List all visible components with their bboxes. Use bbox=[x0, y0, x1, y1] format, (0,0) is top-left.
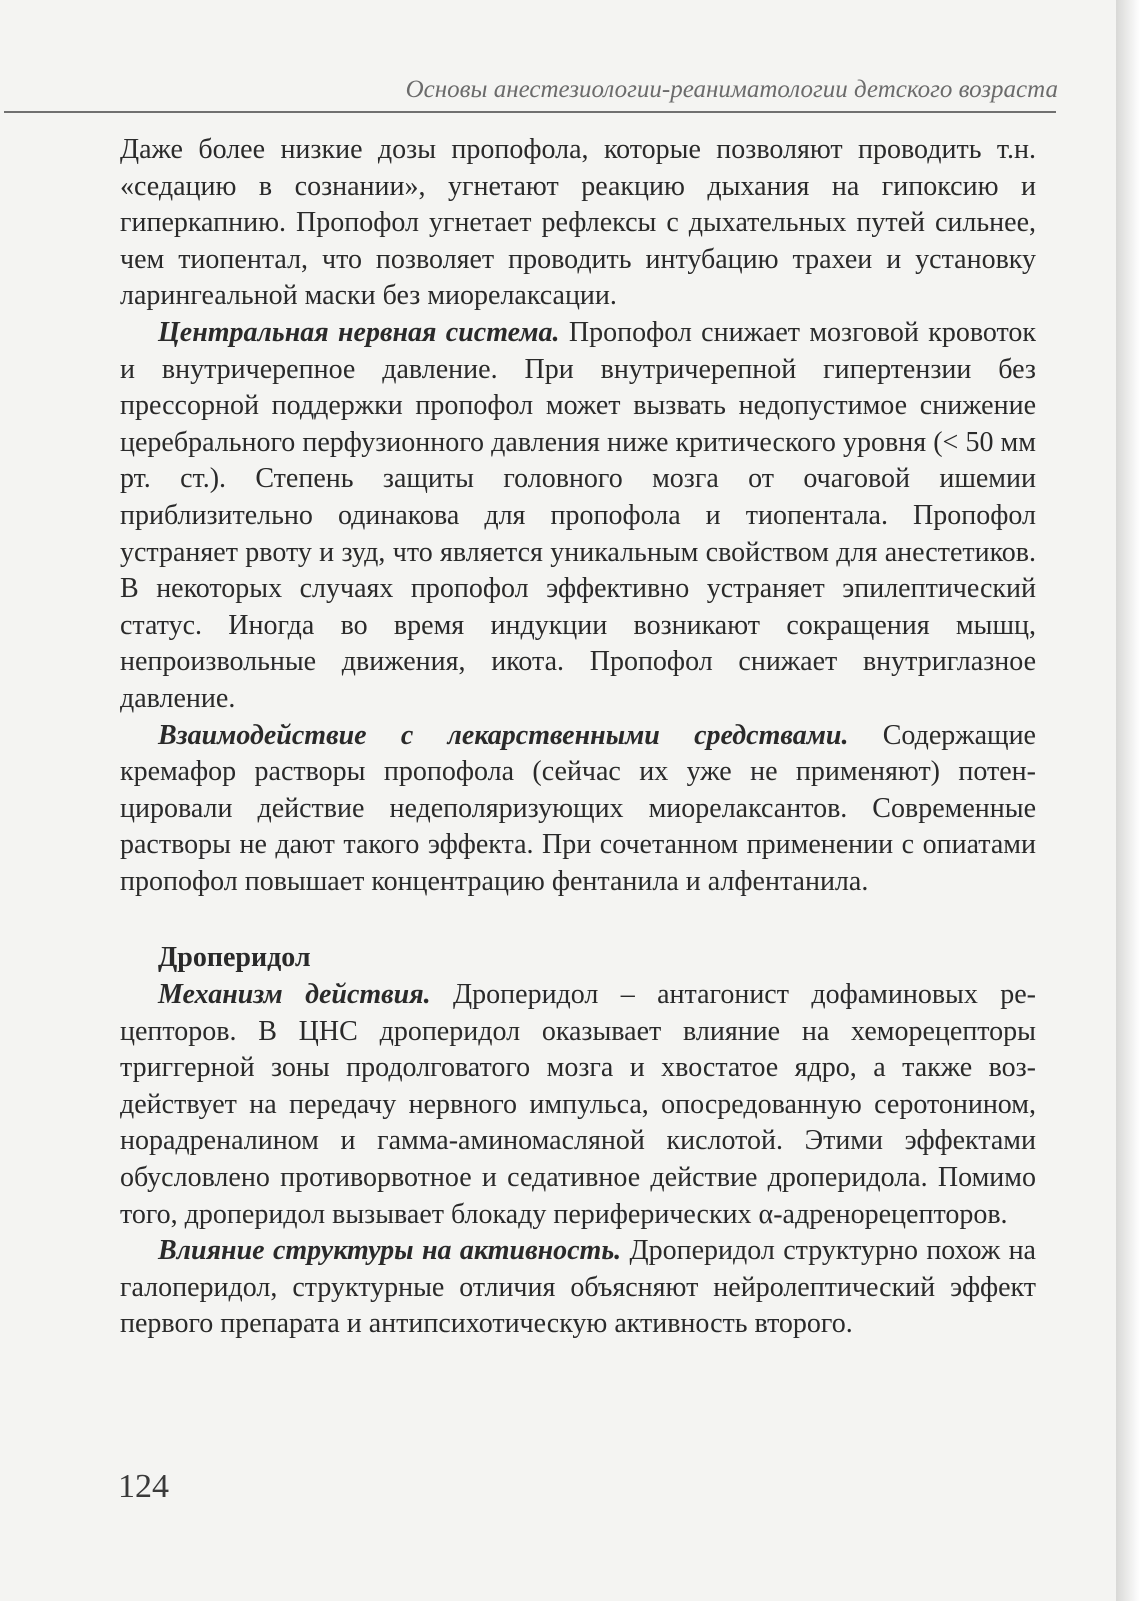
header-rule bbox=[4, 111, 1056, 113]
paragraph-text: Содержащие кремафор растворы пропофола (сейчас их уже не применяют) потенцировали действие недеполяризующих миорелаксантов. Современные растворы не дают такого эффекта. При сочетанном применении с опиатами пропофол повышает концентрацию фентанила и алфентанила. bbox=[120, 719, 1036, 897]
paragraph-text: Даже более низкие дозы пропофола, которые позволяют проводить т.н. «седацию в сознании», угнетают реакцию дыхания на гипоксию и гиперкапнию. Пропофол угнетает рефлексы с дыхательных путей сильнее, чем тиопентал, что позволяет проводить интубацию трахеи и установку ларингеальной маски без миорелаксации. bbox=[120, 134, 1036, 312]
page-number: 124 bbox=[118, 1468, 169, 1505]
subheading-cns: Центральная нервная система. bbox=[158, 316, 560, 348]
paragraph-drug-interactions bbox=[120, 718, 1036, 901]
section-title-droperidol: Дроперидол bbox=[158, 942, 311, 974]
paragraph-propofol-respiration bbox=[120, 132, 1036, 315]
page-edge-shadow bbox=[1116, 0, 1140, 1601]
paragraph-text: Пропофол снижает мозговой кровоток и внутричерепное давление. При внутричерепной гипертензии без прессорной поддержки пропофол может вызвать недопустимое снижение церебрального перфузионного давления ниже критического уровня (< 50 мм рт. ст.). Степень защиты головного мозга от очаговой ишемии приблизительно одинакова для пропофола и тиопентала. Пропофол устраняет рвоту и зуд, что является уникальным свойством для анестетиков. В некоторых случаях пропофол эффективно устраняет эпилептический статус. Иногда во время индукции возникают сокращения мышц, непроизвольные движения, икота. Пропофол снижает внутриглазное давление. bbox=[120, 316, 1036, 714]
paragraph-structure-activity bbox=[120, 1233, 1036, 1343]
section-gap bbox=[120, 900, 1036, 940]
paragraph-cns bbox=[120, 315, 1036, 718]
body-text bbox=[120, 132, 1036, 1343]
paragraph-text: Дроперидол структурно похож на галоперидол, структурные отличия объясняют нейролептический эффект первого препарата и антипсихотическую активность второго. bbox=[120, 1235, 1036, 1340]
subheading-structure-activity: Влияние структуры на активность. bbox=[158, 1235, 622, 1267]
running-header: Основы анестезиологии-реаниматологии детского возраста bbox=[405, 76, 1058, 103]
paragraph-mechanism bbox=[120, 977, 1036, 1233]
subheading-drug-interactions: Взаимодействие с лекарственными средствами. bbox=[158, 719, 849, 751]
paragraph-text: Дроперидол – антагонист дофаминовых рецепторов. В ЦНС дроперидол оказывает влияние на хеморецепторы триггерной зоны продолговатого мозга и хвостатое ядро, а также воздействует на передачу нервного импульса, опосредованную серотонином, норадреналином и гамма-аминомасляной кислотой. Этими эффектами обусловлено противорвотное и седативное действие дроперидола. Помимо того, дроперидол вызывает блокаду периферических α-адренорецепторов. bbox=[120, 979, 1036, 1230]
subheading-mechanism: Механизм действия. bbox=[158, 979, 431, 1011]
